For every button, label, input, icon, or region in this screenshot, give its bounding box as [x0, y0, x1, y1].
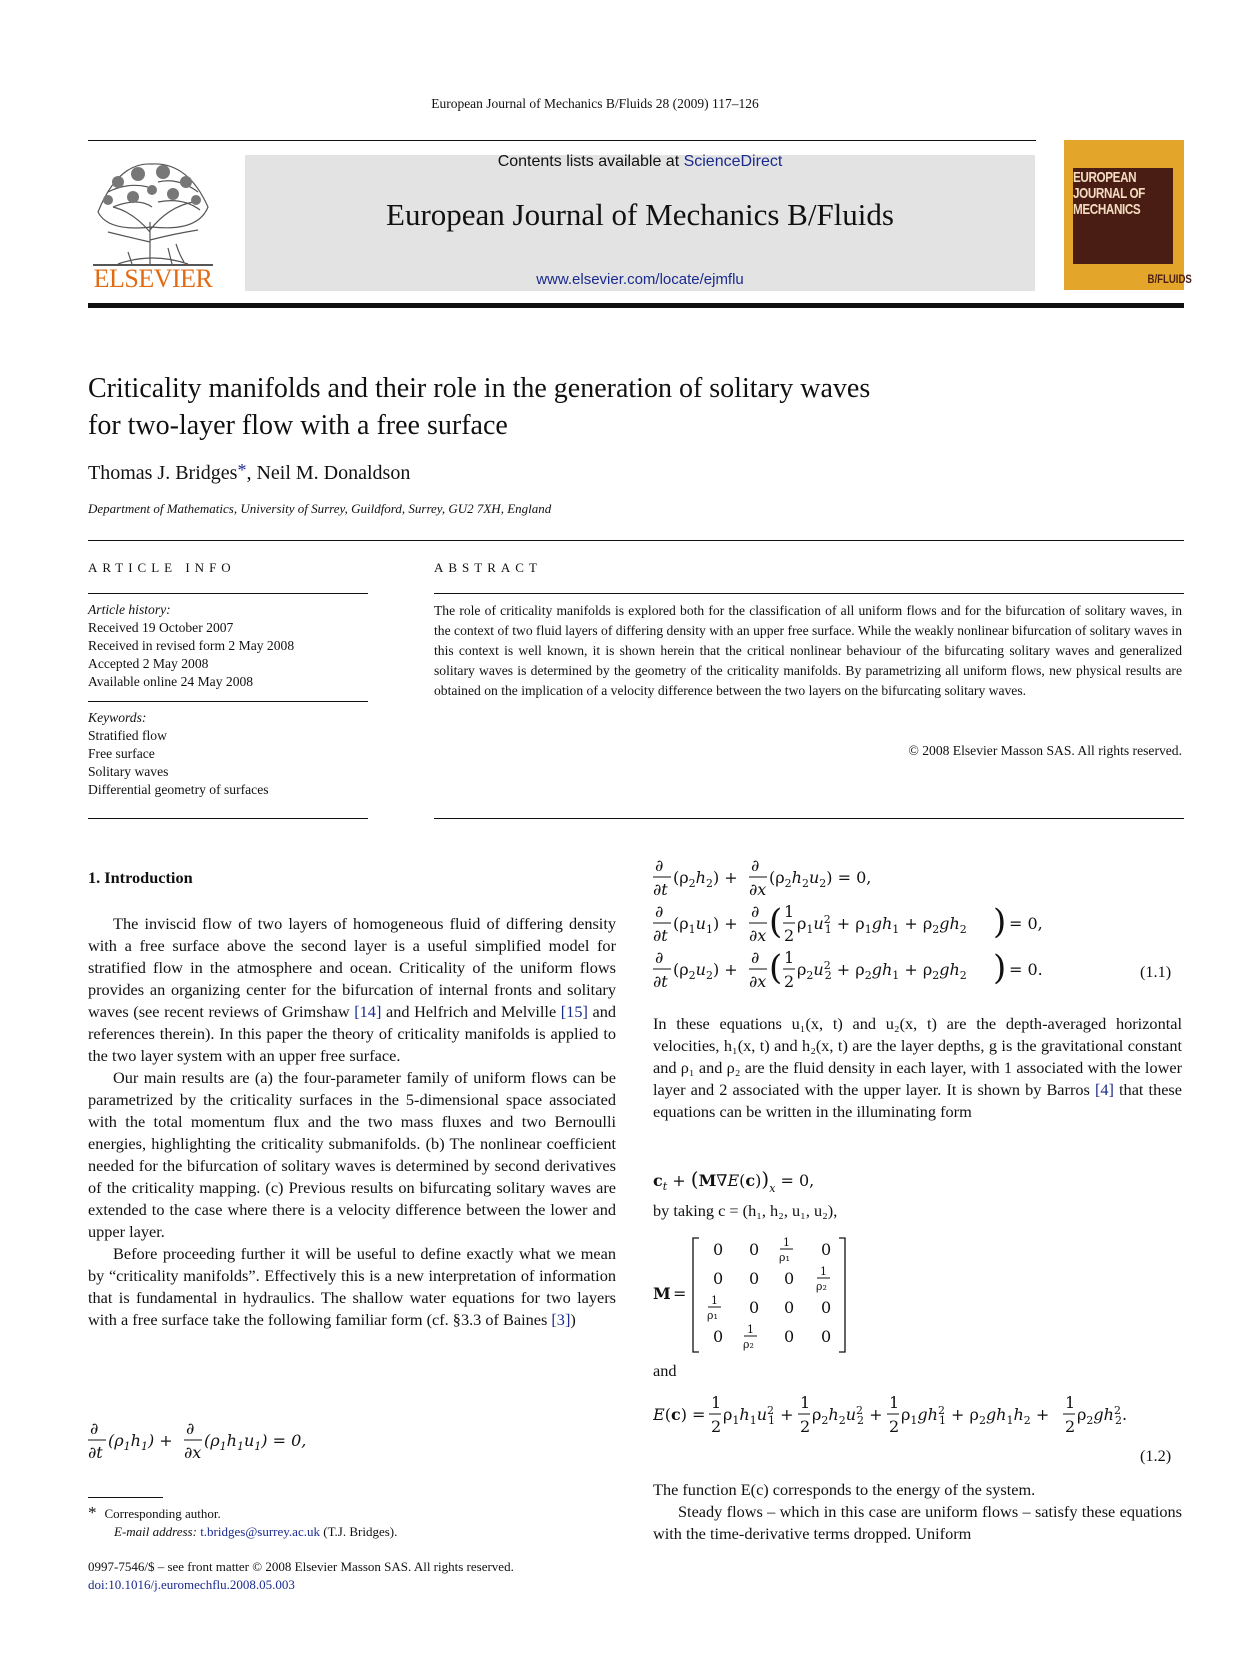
abstract-rule-top: [434, 593, 1184, 594]
svg-text:): ): [993, 948, 1007, 988]
svg-text:∂: ∂: [655, 948, 664, 967]
svg-text:0: 0: [713, 1269, 724, 1288]
svg-text:2: 2: [1065, 1417, 1076, 1436]
author-bridges: Thomas J. Bridges: [88, 462, 238, 484]
svg-text:1: 1: [783, 1236, 790, 1249]
contents-line: [245, 153, 1035, 171]
svg-text:0: 0: [784, 1269, 795, 1288]
ref-15-link[interactable]: [15]: [560, 1002, 588, 1021]
svg-text:(ρ2h2u2) = 0,: $(\rho_2h_2u_2) = 0$,: [769, 868, 872, 890]
svg-text:(ρ1h1) +: $(\rho_1h_1)$ +: [108, 1431, 173, 1453]
paragraph-energy: The function E(c) corresponds to the energy of the system.: [653, 1480, 1036, 1499]
svg-text:E(c) =: E(c) =: [653, 1405, 706, 1424]
equation-system-1-1: [653, 855, 1183, 1009]
keywords-label: Keywords:: [88, 710, 147, 725]
abstract-rule-bottom: [434, 818, 1184, 819]
svg-text:ct + (M∇E(c))x = 0,: $c_t + (M\nabla E(c))_x = 0$,: [653, 1167, 815, 1195]
svg-text:2: 2: [889, 1417, 900, 1436]
svg-text:ρ₁: ρ₁: [779, 1251, 790, 1264]
svg-text:0: 0: [713, 1240, 724, 1259]
svg-text:= 0,: = 0,: [1009, 914, 1043, 933]
elsevier-logo: [88, 152, 216, 292]
left-column: [88, 913, 616, 1331]
svg-text:0: 0: [784, 1327, 795, 1346]
svg-text:1: 1: [889, 1393, 900, 1412]
abstract-copyright: © 2008 Elsevier Masson SAS. All rights reserved.: [908, 743, 1182, 758]
footnote-text: Corresponding author.: [104, 1506, 221, 1521]
journal-cover-footer: B/FLUIDS: [1147, 272, 1192, 286]
svg-text:∂x: ∂x: [184, 1443, 202, 1462]
svg-text:∂x: ∂x: [749, 926, 767, 945]
email-suffix: (T.J. Bridges).: [319, 1524, 398, 1539]
history-revised: Received in revised form 2 May 2008: [88, 638, 295, 653]
footnote-mark: *: [88, 1503, 97, 1522]
affiliation: Department of Mathematics, University of Surrey, Guildford, Surrey, GU2 7XH, England: [88, 501, 552, 516]
svg-text:1: 1: [711, 1393, 722, 1412]
equation-mass-lower: [88, 1418, 328, 1466]
svg-text:1: 1: [784, 902, 795, 921]
svg-text:0: 0: [821, 1298, 832, 1317]
svg-text:(ρ2u2) +: $(\rho_2u_2)$ +: [673, 960, 738, 982]
keyword: Stratified flow: [88, 728, 167, 743]
equation-number-1-1: (1.1): [1140, 962, 1172, 981]
svg-text:ρ₂: ρ₂: [743, 1338, 754, 1351]
keywords: [88, 709, 368, 799]
svg-text:∂x: ∂x: [749, 880, 767, 899]
svg-text:ρ2h2u22 +: $\rho_2h_2u^2$ 2 +: [812, 1404, 883, 1427]
svg-text:∂: ∂: [186, 1419, 195, 1438]
svg-text:∂: ∂: [751, 902, 760, 921]
svg-text:): ): [993, 902, 1007, 942]
svg-text:= 0.: = 0.: [1009, 960, 1043, 979]
matrix-M: [653, 1235, 873, 1359]
keyword: Free surface: [88, 746, 155, 761]
intro-paragraph-1: The inviscid flow of two layers of homogeneous fluid of differing density with a free surface above the second layer is a useful simplified model for stratified flow in the atmosphere and ocean. Criticality of the uniform flows provides an organizing center for the bifurcation of internal fronts and solitary waves (see recent reviews of Grimshaw [14] and Helfrich and Melville [15] and references therein). In this paper the theory of criticality manifolds is applied to the two layer system with an upper free surface.: [88, 914, 616, 1065]
svg-text:ρ₁: ρ₁: [707, 1309, 718, 1322]
svg-text:ρ1h1u21 +: $\rho_1h_1u^2$ 1 +: [723, 1404, 794, 1427]
intro-paragraph-2: Our main results are (a) the four-parameter family of uniform flows can be parametrized by the criticality surfaces in the 5-dimensional space associated with the total momentum flux and the two mass fluxes and two Bernoulli energies, highlighting the criticality submanifolds. (b) The nonlinear coefficient needed for the bifurcation of solitary waves is determined by second derivatives of the criticality mapping. (c) Previous results on bifurcating solitary waves are extended to the case where there is a velocity difference between the lower and upper layer.: [88, 1068, 616, 1241]
svg-text:2: 2: [784, 926, 795, 945]
article-info-heading: ARTICLE INFO: [88, 560, 236, 575]
info-rule-top: [88, 593, 368, 594]
svg-text:1: 1: [747, 1323, 754, 1336]
svg-text:(ρ2h2) +: $(\rho_2h_2)$ +: [673, 868, 738, 890]
svg-text:ρ1u21 + ρ1gh1 + ρ2gh2: $\rho_1u^2$ $1 + \rho_1gh_1 + \rho_2gh_2$: [797, 913, 967, 936]
svg-text:∂: ∂: [751, 856, 760, 875]
svg-text:∂: ∂: [90, 1419, 99, 1438]
elsevier-wordmark: ELSEVIER: [93, 264, 213, 293]
svg-text:2: 2: [800, 1417, 811, 1436]
svg-text:2: 2: [784, 972, 795, 991]
contents-prefix: Contents lists available at: [497, 153, 684, 170]
svg-text:=: =: [673, 1284, 687, 1303]
sciencedirect-link[interactable]: ScienceDirect: [683, 153, 783, 170]
svg-text:(: (: [769, 902, 783, 942]
svg-text:0: 0: [784, 1298, 795, 1317]
equation-energy: [653, 1392, 1183, 1442]
svg-text:2: 2: [711, 1417, 722, 1436]
running-head: European Journal of Mechanics B/Fluids 28 (2009) 117–126: [431, 96, 759, 111]
svg-text:∂t: ∂t: [653, 880, 668, 899]
title-rule: [88, 540, 1184, 541]
ref-3-link[interactable]: [3]: [551, 1310, 571, 1329]
paragraph-steady-flows: Steady flows – which in this case are uniform flows – satisfy these equations with the time-derivative terms dropped. Uniform: [653, 1502, 1182, 1543]
svg-text:1: 1: [820, 1265, 827, 1278]
article-title: Criticality manifolds and their role in the generation of solitary waves for two-layer flow with a free surface: [88, 373, 871, 441]
svg-text:(ρ1u1) +: $(\rho_1u_1)$ +: [673, 914, 738, 936]
svg-text:0: 0: [749, 1269, 760, 1288]
svg-text:0: 0: [713, 1327, 724, 1346]
doi-link[interactable]: doi:10.1016/j.euromechflu.2008.05.003: [88, 1577, 295, 1592]
by-taking-line: by taking c = (h₁, h₂, u₁, u₂),: [653, 1201, 838, 1220]
ref-4-link[interactable]: [4]: [1094, 1080, 1114, 1099]
footnote: [88, 1504, 397, 1541]
corresponding-author-mark[interactable]: *: [237, 460, 247, 480]
author-donaldson: , Neil M. Donaldson: [246, 462, 411, 484]
svg-text:∂t: ∂t: [653, 972, 668, 991]
section-heading: 1. Introduction: [88, 868, 193, 887]
info-rule-bottom: [88, 818, 368, 819]
svg-text:M: M: [653, 1284, 671, 1303]
svg-text:∂: ∂: [655, 902, 664, 921]
svg-text:1: 1: [800, 1393, 811, 1412]
email-link[interactable]: t.bridges@surrey.ac.uk: [200, 1524, 320, 1539]
svg-text:0: 0: [749, 1240, 760, 1259]
svg-text:ρ2gh22.: $\rho_2gh^2$ 2.: [1077, 1404, 1128, 1427]
history-accepted: Accepted 2 May 2008: [88, 656, 209, 671]
paragraph-variables: In these equations u₁(x, t) and u₂(x, t) are the depth-averaged horizontal velocities, h₁(x, t) and h₂(x, t) are the layer depths, g is the gravitational constant and ρ₁ and ρ₂ are the fluid density in each layer, with 1 associated with the lower layer and 2 associated with the upper layer. It is shown by Barros [4] that these equations can be written in the illuminating form: [653, 1014, 1182, 1121]
intro-paragraph-3: Before proceeding further it will be useful to define exactly what we mean by “criticality manifolds”. Effectively this is a new interpretation of information that is fundamental in hydraulics. The shallow water equations for two layers with a free surface take the following familiar form (cf. §3.3 of Baines [3]): [88, 1244, 616, 1329]
svg-text:∂t: ∂t: [88, 1443, 103, 1462]
svg-text:1: 1: [711, 1294, 718, 1307]
svg-text:(: (: [769, 948, 783, 988]
history-online: Available online 24 May 2008: [88, 674, 254, 689]
keyword: Solitary waves: [88, 764, 169, 779]
journal-title: European Journal of Mechanics B/Fluids: [386, 197, 894, 232]
author-list: [88, 460, 410, 485]
svg-text:0: 0: [749, 1298, 760, 1317]
journal-cover-title: EUROPEAN JOURNAL OF MECHANICS: [1073, 169, 1145, 218]
svg-text:∂x: ∂x: [749, 972, 767, 991]
equation-number-1-2: (1.2): [1140, 1446, 1172, 1465]
abstract-heading: ABSTRACT: [434, 560, 542, 575]
abstract-text: The role of criticality manifolds is explored both for the classification of all uniform flows and for the bifurcation of solitary waves, in the context of two fluid layers of differing density with an upper free surface. While the weakly nonlinear bifurcation of solitary waves in this context is well known, it is shown herein that the critical nonlinear behaviour of the bifurcating solitary waves and generalized solitary waves is determined by the geometry of the criticality manifolds. By parametrizing all uniform flows, new physical results are obtained on the implication of a velocity difference between the two layers on the bifurcating solitary waves.: [434, 603, 1182, 698]
svg-text:ρ1gh21 + ρ2gh1h2 +: $\rho_1gh^2$ $1 + \rho_2gh_1h_2$ +: [901, 1404, 1050, 1427]
article-history: [88, 601, 368, 691]
svg-text:∂: ∂: [655, 856, 664, 875]
svg-text:(ρ1h1u1) = 0,: $(\rho_1h_1u_1) = 0$,: [204, 1431, 307, 1453]
email-label: E-mail address:: [114, 1524, 201, 1539]
equation-conservation-form: [653, 1166, 853, 1202]
svg-text:1: 1: [1065, 1393, 1076, 1412]
journal-url-link[interactable]: www.elsevier.com/locate/ejmflu: [536, 271, 744, 288]
header-thick-rule: [88, 303, 1184, 308]
and-line: and: [653, 1361, 677, 1380]
front-matter-text: 0997-7546/$ – see front matter © 2008 Elsevier Masson SAS. All rights reserved.: [88, 1559, 514, 1574]
svg-text:∂t: ∂t: [653, 926, 668, 945]
history-received: Received 19 October 2007: [88, 620, 234, 635]
keyword: Differential geometry of surfaces: [88, 782, 269, 797]
svg-text:0: 0: [821, 1240, 832, 1259]
svg-text:ρ2u22 + ρ2gh1 + ρ2gh2: $\rho_2u^2$ $2 + \rho_2gh_1 + \rho_2gh_2$: [797, 959, 967, 982]
front-matter: [88, 1558, 514, 1594]
info-rule-mid: [88, 701, 368, 702]
svg-text:0: 0: [821, 1327, 832, 1346]
ref-14-link[interactable]: [14]: [354, 1002, 382, 1021]
header-rule: [88, 140, 1036, 141]
footnote-rule: [88, 1497, 163, 1498]
svg-text:∂: ∂: [751, 948, 760, 967]
svg-text:1: 1: [784, 948, 795, 967]
svg-text:ρ₂: ρ₂: [816, 1280, 827, 1293]
history-label: Article history:: [88, 602, 171, 617]
